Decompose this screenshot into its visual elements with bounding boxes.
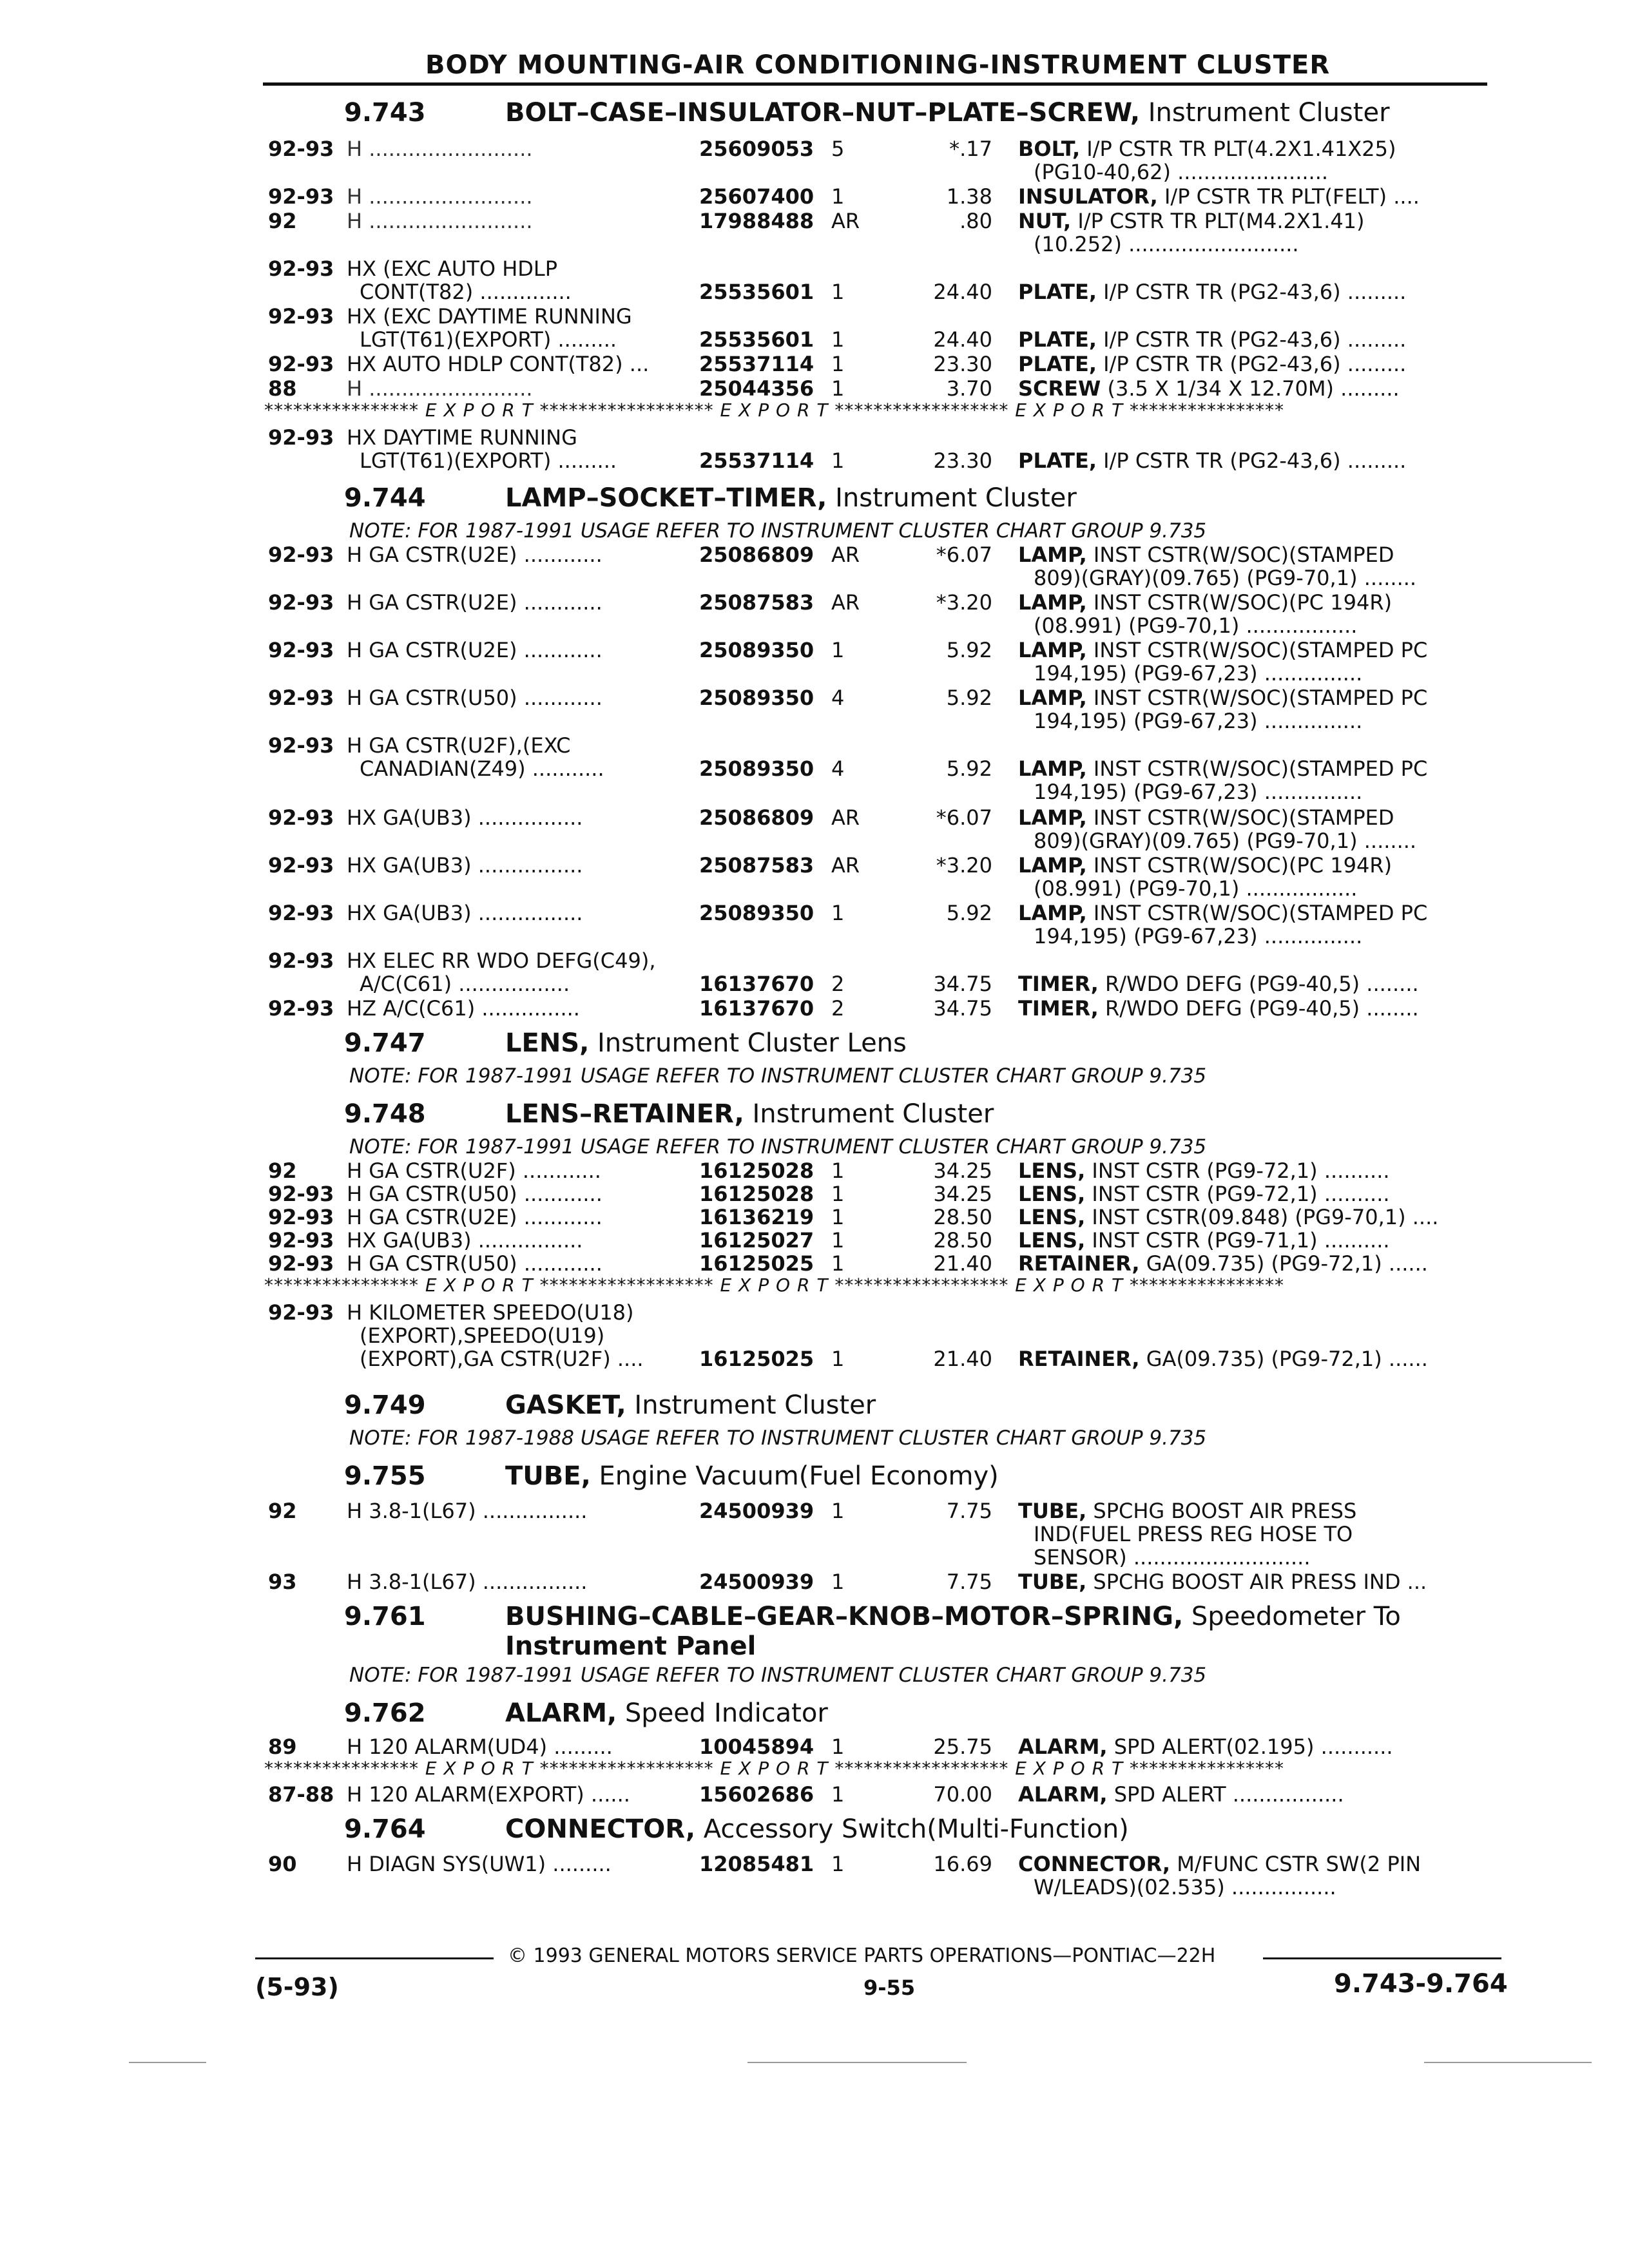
section-title-9-747: 9.747 LENS, Instrument Cluster Lens [344, 1028, 907, 1058]
scan-artifact [747, 2062, 967, 2063]
footer-copyright: © 1993 GENERAL MOTORS SERVICE PARTS OPERATIONS—PONTIAC—22H [508, 1945, 1216, 1967]
section-note: NOTE: FOR 1987-1988 USAGE REFER TO INSTRUMENT CLUSTER CHART GROUP 9.735 [349, 1427, 1207, 1450]
header-rule [263, 82, 1487, 86]
footer-date: (5-93) [255, 1973, 339, 2001]
section-title-9-761: 9.761 BUSHING–CABLE–GEAR–KNOB–MOTOR–SPRING, Speedometer To Instrument Panel [344, 1602, 1401, 1661]
export-separator: **************** E X P O R T ****************** E X P O R T ****************** E X P O R T **************** [264, 1758, 1284, 1779]
section-title-9-764: 9.764 CONNECTOR, Accessory Switch(Multi-Function) [344, 1814, 1129, 1844]
section-title-9-749: 9.749 GASKET, Instrument Cluster [344, 1390, 876, 1420]
section-title-9-743: 9.743 BOLT–CASE–INSULATOR–NUT–PLATE–SCREW, Instrument Cluster [344, 98, 1390, 128]
export-separator: **************** E X P O R T ****************** E X P O R T ****************** E X P O R T **************** [264, 399, 1284, 421]
page-header: BODY MOUNTING-AIR CONDITIONING-INSTRUMENT CLUSTER [425, 50, 1331, 80]
section-note: NOTE: FOR 1987-1991 USAGE REFER TO INSTRUMENT CLUSTER CHART GROUP 9.735 [349, 1664, 1207, 1687]
section-title-9-762: 9.762 ALARM, Speed Indicator [344, 1698, 828, 1728]
section-note: NOTE: FOR 1987-1991 USAGE REFER TO INSTRUMENT CLUSTER CHART GROUP 9.735 [349, 519, 1207, 543]
section-title-9-748: 9.748 LENS–RETAINER, Instrument Cluster [344, 1099, 994, 1129]
footer-rule-right [1263, 1957, 1501, 1959]
section-note: NOTE: FOR 1987-1991 USAGE REFER TO INSTRUMENT CLUSTER CHART GROUP 9.735 [349, 1064, 1207, 1088]
scan-artifact [129, 2062, 206, 2063]
section-title-9-755: 9.755 TUBE, Engine Vacuum(Fuel Economy) [344, 1461, 999, 1491]
footer-range: 9.743-9.764 [1334, 1969, 1508, 1999]
catalog-page: BODY MOUNTING-AIR CONDITIONING-INSTRUMENT CLUSTER 9.743 BOLT–CASE–INSULATOR–NUT–PLATE–SCREW, Instrument Cluster 92-93 H ......................... 25609053 5 *.17 BOLT, I/P CSTR TR PLT(4.2X1.41X25) (PG10-40,62) ....................... 92-93 H ......................... 25607400 1 1.38 INSULATOR, I/P CSTR TR PLT(FELT) .... 92 H ......................... 17988488 AR .80 NUT, I/P CSTR TR PLT(M4.2X1.41) (10.252) .......................... 92-93 HX (EXC AUTO HDLP CONT(T82) .............. 25535601 1 24.40 PLATE, I/P CSTR TR (PG2-43,6) ......... 92-93 HX (EXC DAYTIME RUNNING LGT(T61)(EXPORT) ......... 25535601 1 24.40 PLATE, I/P CSTR TR (PG2-43,6) ......... 92-93 HX AUTO HDLP CONT(T82) ... 25537114 1 23.30 PLATE, I/P CSTR TR (PG2-43,6) ......... 88 H ......................... 25044356 1 3.70 SCREW (3.5 X 1/34 X 12.70M) ......... **************** E X P O R T ****************** E X P O R T ****************** E X P O R T **************** 92-93 HX DAYTIME RUNNING LGT(T61)(EXPORT) ......... 25537114 1 23.30 PLATE, I/P CSTR TR (PG2-43,6) ......... 9.744 LAMP–SOCKET–TIMER, Instrument Cluster NOTE: FOR 1987-1991 USAGE REFER TO INSTRUMENT CLUSTER CHART GROUP 9.735 92-93 H GA CSTR(U2E) ............ 25086809 AR *6.07 LAMP, INST CSTR(W/SOC)(STAMPED 809)(GRAY)(09.765) (PG9-70,1) ........ 92-93 H GA CSTR(U2E) ............ 25087583 AR *3.20 LAMP, INST CSTR(W/SOC)(PC 194R) (08.991) (PG9-70,1) ................. 92-93 H GA CSTR(U2E) ............ 25089350 1 5.92 LAMP, INST CSTR(W/SOC)(STAMPED PC 194,195) (PG9-67,23) ............... 92-93 H GA CSTR(U50) ............ 25089350 4 5.92 LAMP, INST CSTR(W/SOC)(STAMPED PC 194,195) (PG9-67,23) ............... 92-93 H GA CSTR(U2F),(EXC CANADIAN(Z49) ........... 25089350 4 5.92 LAMP, INST CSTR(W/SOC)(STAMPED PC 194,195) (PG9-67,23) ............... 92-93 HX GA(UB3) ................ 25086809 AR *6.07 LAMP, INST CSTR(W/SOC)(STAMPED 809)(GRAY)(09.765) (PG9-70,1) ........ 92-93 HX GA(UB3) ................ 25087583 AR *3.20 LAMP, INST CSTR(W/SOC)(PC 194R) (08.991) (PG9-70,1) ................. 92-93 HX GA(UB3) ................ 25089350 1 5.92 LAMP, INST CSTR(W/SOC)(STAMPED PC 194,195) (PG9-67,23) ............... 92-93 HX ELEC RR WDO DEFG(C49), A/C(C61) ................. 16137670 2 34.75 TIMER, R/WDO DEFG (PG9-40,5) ........ 92-93 HZ A/C(C61) ............... 16137670 2 34.75 TIMER, R/WDO DEFG (PG9-40,5) ........ 9.747 LENS, Instrument Cluster Lens NOTE: FOR 1987-1991 USAGE REFER TO INSTRUMENT CLUSTER CHART GROUP 9.735 9.748 LENS–RETAINER, Instrument Cluster NOTE: FOR 1987-1991 USAGE REFER TO INSTRUMENT CLUSTER CHART GROUP 9.735 92 H GA CSTR(U2F) ............ 16125028 1 34.25 LENS, INST CSTR (PG9-72,1) .......... 92-93 H GA CSTR(U50) ............ 16125028 1 34.25 LENS, INST CSTR (PG9-72,1) .......... 92-93 H GA CSTR(U2E) ............ 16136219 1 28.50 LENS, INST CSTR(09.848) (PG9-70,1) .... 92-93 HX GA(UB3) ................ 16125027 1 28.50 LENS, INST CSTR (PG9-71,1) .......... 92-93 H GA CSTR(U50) ............ 16125025 1 21.40 RETAINER, GA(09.735) (PG9-72,1) ...... **************** E X P O R T ****************** E X P O R T ****************** E X P O R T **************** 92-93 H KILOMETER SPEEDO(U18) (EXPORT),SPEEDO(U19) (EXPORT),GA CSTR(U2F) .... 16125025 1 21.40 RETAINER, GA(09.735) (PG9-72,1) ...... 9.749 GASKET, Instrument Cluster NOTE: FOR 1987-1988 USAGE REFER TO INSTRUMENT CLUSTER CHART GROUP 9.735 9.755 TUBE, Engine Vacuum(Fuel Economy) 92 H 3.8-1(L67) ................ 24500939 1 7.75 TUBE, SPCHG BOOST AIR PRESS IND(FUEL PRESS REG HOSE TO SENSOR) ........................... 93 H 3.8-1(L67) ................ 24500939 1 7.75 TUBE, SPCHG BOOST AIR PRESS IND ... 9.761 BUSHING–CABLE–GEAR–KNOB–MOTOR–SPRING, Speedometer To Instrument Panel NOTE: FOR 1987-1991 USAGE REFER TO INSTRUMENT CLUSTER CHART GROUP 9.735 9.762 ALARM, Speed Indicator 89 H 120 ALARM(UD4) ......... 10045894 1 25.75 ALARM, SPD ALERT(02.195) ........... **************** E X P O R T ****************** E X P O R T ****************** E X P O R T **************** 87-88 H 120 ALARM(EXPORT) ...... 15602686 1 70.00 ALARM, SPD ALERT ................. 9.764 CONNECTOR, Accessory Switch(Multi-Function) 90 H DIAGN SYS(UW1) ......... 12085481 1 16.69 CONNECTOR, M/FUNC CSTR SW(2 PIN W/LEADS)(02.535) ................ © 1993 GENERAL MOTORS SERVICE PARTS OPERATIONS—PONTIAC—22H (5-93) 9-55 9.743-9.764 [0, 0, 1629, 2268]
footer-page-number: 9-55 [863, 1975, 916, 2000]
scan-artifact [1424, 2062, 1592, 2063]
export-separator: **************** E X P O R T ****************** E X P O R T ****************** E X P O R T **************** [264, 1274, 1284, 1296]
section-note: NOTE: FOR 1987-1991 USAGE REFER TO INSTRUMENT CLUSTER CHART GROUP 9.735 [349, 1135, 1207, 1158]
section-title-9-744: 9.744 LAMP–SOCKET–TIMER, Instrument Cluster [344, 483, 1077, 513]
footer-rule-left [255, 1957, 494, 1959]
